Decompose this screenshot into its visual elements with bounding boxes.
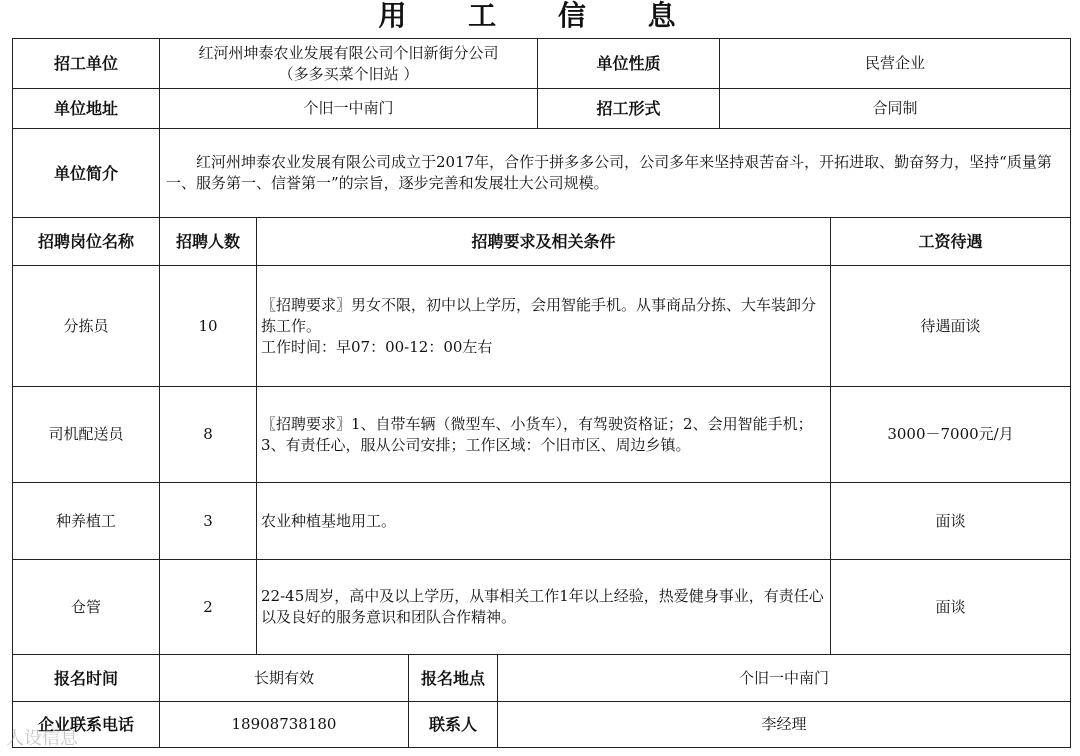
phone-label: 企业联系电话 bbox=[13, 702, 160, 748]
unit-value-line1: 红河州坤泰农业发展有限公司个旧新街分公司 bbox=[198, 43, 499, 62]
signup-time-label: 报名时间 bbox=[13, 655, 160, 702]
address-value: 个旧一中南门 bbox=[160, 89, 538, 129]
info-row-address bbox=[13, 89, 1071, 129]
unit-value-line2: （多多买菜个旧站 ） bbox=[278, 64, 419, 83]
contact-value: 李经理 bbox=[498, 702, 1071, 748]
job-row bbox=[13, 483, 1071, 560]
job-requirements bbox=[257, 266, 831, 387]
job-salary: 面谈 bbox=[831, 560, 1071, 655]
job-count: 8 bbox=[160, 387, 257, 483]
recruitment-table bbox=[12, 38, 1071, 748]
intro-label: 单位简介 bbox=[13, 129, 160, 218]
info-row-unit bbox=[13, 39, 1071, 89]
nature-label: 单位性质 bbox=[538, 39, 720, 89]
info-row-intro bbox=[13, 129, 1071, 218]
intro-value: 红河州坤泰农业发展有限公司成立于2017年，合作于拼多多公司，公司多年来坚持艰苦奋斗，开拓进取、勤奋努力，坚持“质量第一、服务第一、信誉第一”的宗旨，逐步完善和发展壮大公司规模。 bbox=[160, 129, 1071, 218]
job-position: 仓管 bbox=[13, 560, 160, 655]
watermark: 人设信息 bbox=[6, 728, 78, 749]
job-count: 10 bbox=[160, 266, 257, 387]
job-requirements: 22-45周岁，高中及以上学历，从事相关工作1年以上经验，热爱健身事业，有责任心以及良好的服务意识和团队合作精神。 bbox=[257, 560, 831, 655]
job-position: 分拣员 bbox=[13, 266, 160, 387]
job-requirements: 〖招聘要求〗1、自带车辆（微型车、小货车），有驾驶资格证；2、会用智能手机；3、有责任心，服从公司安排；工作区域：个旧市区、周边乡镇。 bbox=[257, 387, 831, 483]
footer-row-signup bbox=[13, 655, 1071, 702]
header-count: 招聘人数 bbox=[160, 218, 257, 266]
job-count: 3 bbox=[160, 483, 257, 560]
form-value: 合同制 bbox=[720, 89, 1071, 129]
job-row bbox=[13, 387, 1071, 483]
signup-time-value: 长期有效 bbox=[160, 655, 409, 702]
job-header-row bbox=[13, 218, 1071, 266]
unit-value bbox=[160, 39, 538, 89]
job-position: 种养植工 bbox=[13, 483, 160, 560]
job-count: 2 bbox=[160, 560, 257, 655]
phone-value: 18908738180 bbox=[160, 702, 409, 748]
job-salary: 面谈 bbox=[831, 483, 1071, 560]
header-position: 招聘岗位名称 bbox=[13, 218, 160, 266]
unit-label: 招工单位 bbox=[13, 39, 160, 89]
page-title: 用 工 信 息 bbox=[378, 0, 702, 32]
job-work-hours: 工作时间：早07：00-12：00左右 bbox=[261, 337, 493, 356]
form-label: 招工形式 bbox=[538, 89, 720, 129]
signup-place-label: 报名地点 bbox=[409, 655, 498, 702]
header-salary: 工资待遇 bbox=[831, 218, 1071, 266]
job-requirements-text: 〖招聘要求〗男女不限，初中以上学历，会用智能手机。从事商品分拣、大车装卸分拣工作。 bbox=[261, 295, 817, 335]
job-position: 司机配送员 bbox=[13, 387, 160, 483]
signup-place-value: 个旧一中南门 bbox=[498, 655, 1071, 702]
job-requirements: 农业种植基地用工。 bbox=[257, 483, 831, 560]
footer-row-contact bbox=[13, 702, 1071, 748]
job-row bbox=[13, 266, 1071, 387]
job-salary: 3000－7000元/月 bbox=[831, 387, 1071, 483]
header-requirements: 招聘要求及相关条件 bbox=[257, 218, 831, 266]
address-label: 单位地址 bbox=[13, 89, 160, 129]
job-salary: 待遇面谈 bbox=[831, 266, 1071, 387]
nature-value: 民营企业 bbox=[720, 39, 1071, 89]
contact-label: 联系人 bbox=[409, 702, 498, 748]
job-row bbox=[13, 560, 1071, 655]
